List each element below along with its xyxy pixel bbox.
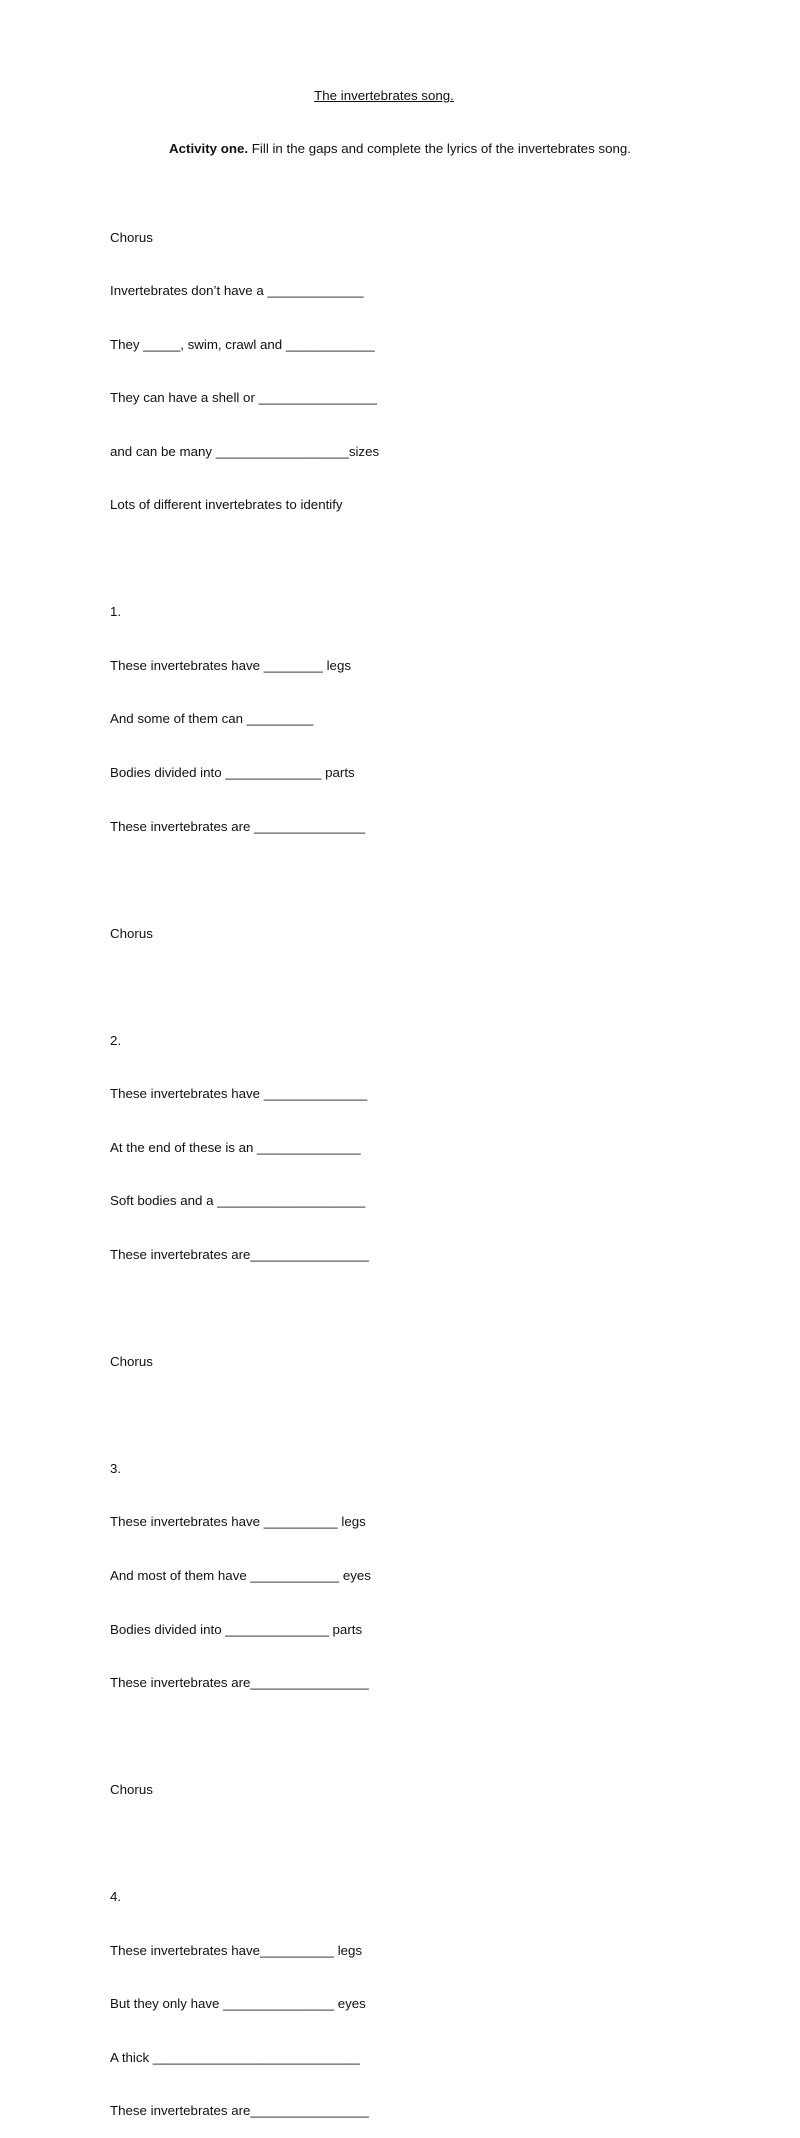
blank-line [110,871,379,889]
chorus-label: Chorus [110,925,153,941]
page-title: The invertebrates song. [314,88,454,103]
lyric-line: These invertebrates have ________ legs [110,657,351,673]
activity-label: Activity one. [169,141,249,156]
lyric-line: Bodies divided into _____________ parts [110,765,355,780]
lyric-line: They can have a shell or ________________ [110,390,377,406]
verse-number: 2. [110,1032,122,1048]
verse-number: 3. [110,1460,122,1476]
lyric-line: And most of them have ____________ eyes [110,1567,371,1583]
lyric-line: These invertebrates are________________ [110,2103,369,2119]
activity-text: Fill in the gaps and complete the lyrics of the invertebrates song. [248,141,631,156]
blank-line [110,1406,379,1424]
chorus-label: Chorus [110,1353,153,1369]
lyric-line: Bodies divided into ______________ parts [110,1621,363,1637]
verse-number: 1. [110,604,122,620]
lyric-line: These invertebrates are _______________ [110,818,366,834]
lyric-line: These invertebrates are________________ [110,1246,369,1262]
lyric-line: These invertebrates have ______________ [110,1086,368,1102]
blank-line [110,1835,379,1853]
blank-line [110,978,379,996]
lyric-line: and can be many __________________sizes [110,443,380,459]
lyric-line: These invertebrates are________________ [110,1675,369,1691]
lyric-line: They _____, swim, crawl and ____________ [110,336,375,352]
lyric-line: And some of them can _________ [110,711,314,727]
lyric-line: These invertebrates have__________ legs [110,1942,363,1958]
lyric-line: Invertebrates don’t have a _____________ [110,283,364,299]
blank-line [110,1728,379,1746]
blank-line [110,550,379,568]
verse-number: 4. [110,1889,122,1905]
chorus-label: Chorus [110,1782,153,1798]
lyric-line: Soft bodies and a ____________________ [110,1193,366,1209]
activity-instructions [0,140,800,158]
lyric-line: A thick ____________________________ [110,2049,360,2065]
lyric-line: At the end of these is an ______________ [110,1139,361,1155]
lyric-line: These invertebrates have __________ legs [110,1514,366,1530]
lyric-line: Lots of different invertebrates to identify [110,497,343,513]
lyric-line: But they only have _______________ eyes [110,1996,366,2012]
blank-line [110,1299,379,1317]
lyric-line: Chorus [110,229,153,245]
song-lyrics [110,193,379,2138]
